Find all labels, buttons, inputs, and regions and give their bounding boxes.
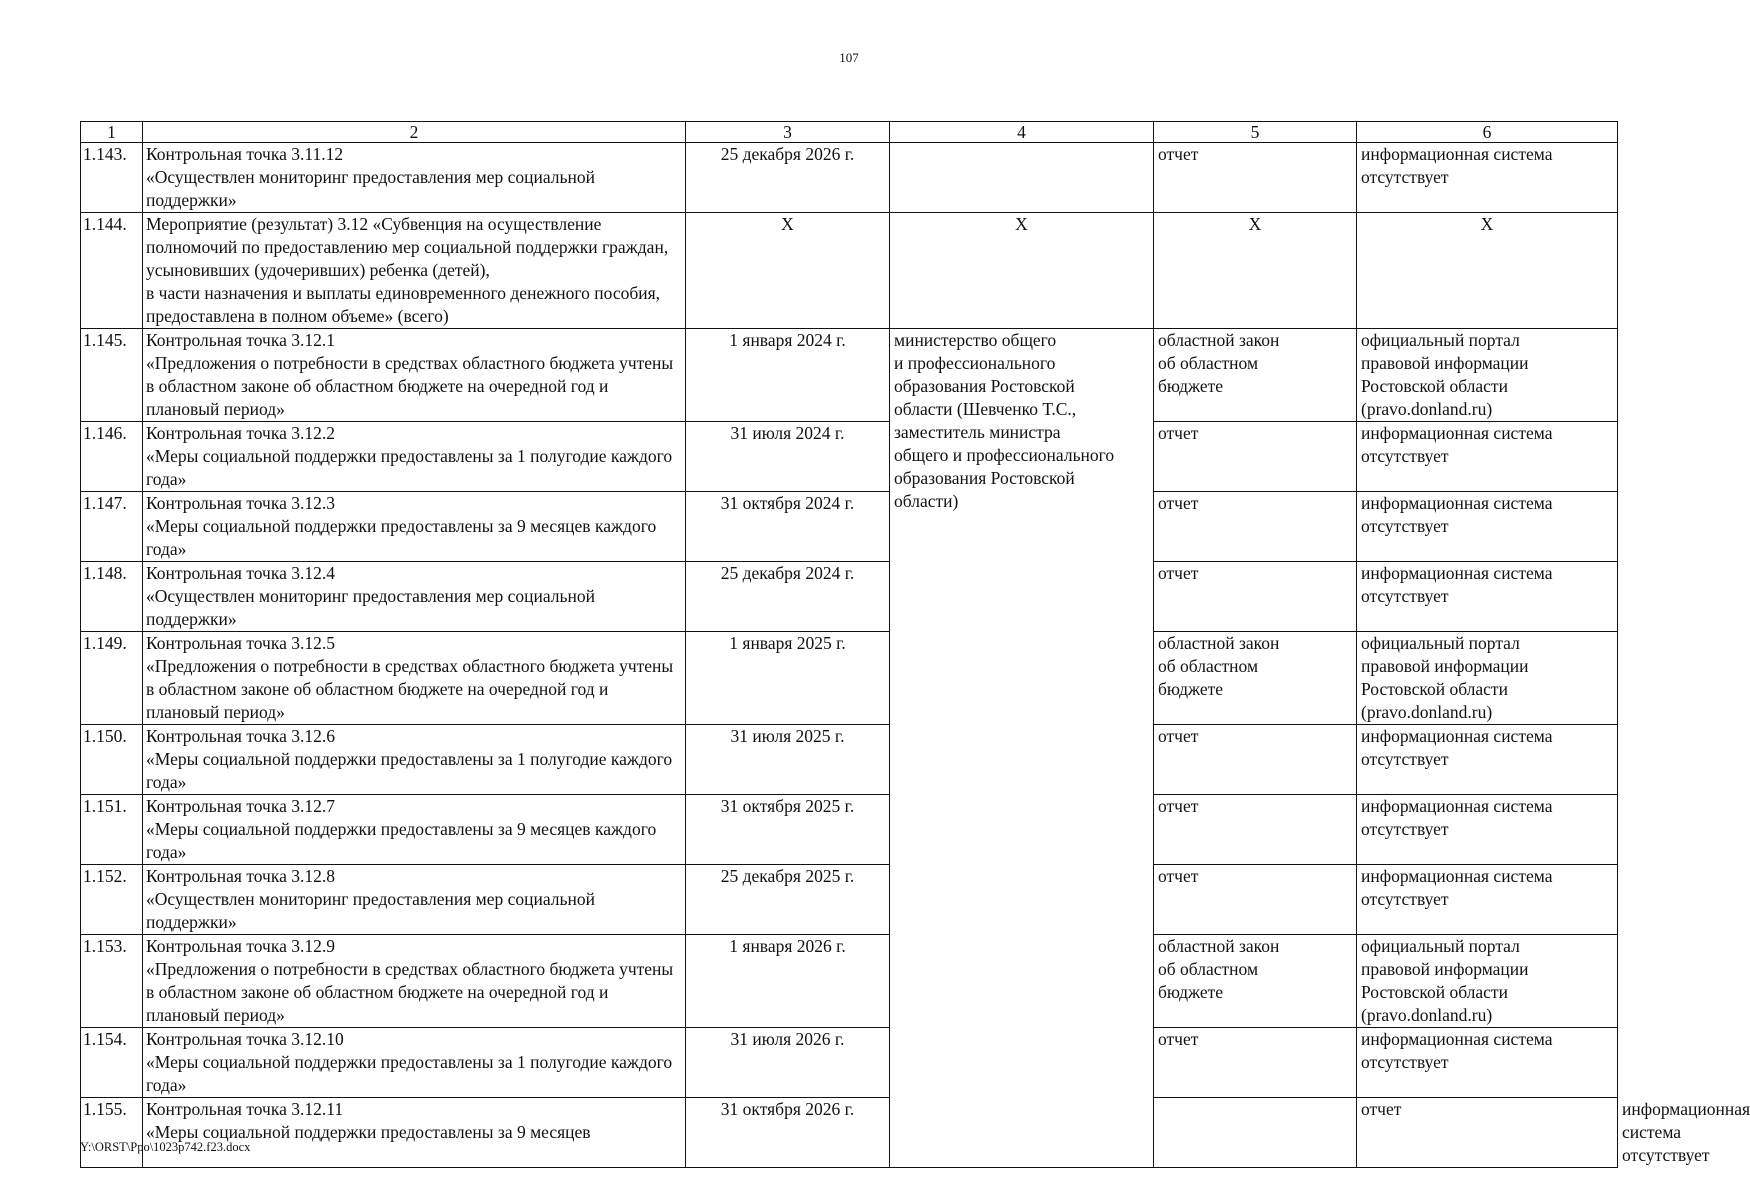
row-document-type: областной закон об областном бюджете [1154,632,1357,725]
header-col-4: 4 [890,122,1154,143]
header-col-3: 3 [686,122,890,143]
row-date: 31 октября 2026 г. [686,1098,890,1168]
row-name: Контрольная точка 3.12.5 «Предложения о потребности в средствах областного бюджета учтены в областном законе об областном бюджете на очередной год и плановый период» [143,632,686,725]
plan-table [80,121,1750,1168]
row-responsible: Х [890,213,1154,329]
row-number: 1.145. [81,329,143,422]
row-number: 1.147. [81,492,143,562]
row-document-type: отчет [1154,1028,1357,1098]
table-row [81,213,1618,329]
row-document-type: отчет [1154,492,1357,562]
table-row [81,725,1618,795]
row-responsible [890,143,1154,213]
row-document-type: отчет [1154,865,1357,935]
row-name: Контрольная точка 3.12.10 «Меры социальной поддержки предоставлены за 1 полугодие каждого года» [143,1028,686,1098]
row-information-system: Х [1357,213,1618,329]
table-row [81,329,1618,422]
table-row [81,492,1618,562]
row-number: 1.153. [81,935,143,1028]
row-responsible [1154,1098,1357,1168]
row-information-system: информационная система отсутствует [1357,725,1618,795]
header-col-2: 2 [143,122,686,143]
row-document-type: отчет [1357,1098,1618,1168]
row-information-system: информационная система отсутствует [1357,492,1618,562]
table-row [81,1028,1618,1098]
row-information-system: информационная система отсутствует [1357,143,1618,213]
row-number: 1.149. [81,632,143,725]
row-document-type: отчет [1154,422,1357,492]
table-row [81,562,1618,632]
row-information-system: официальный портал правовой информации Ростовской области (pravo.donland.ru) [1357,935,1618,1028]
row-name: Мероприятие (результат) 3.12 «Субвенция на осуществление полномочий по предоставлению мер социальной поддержки граждан, усыновивших (удочеривших) ребенка (детей), в части назначения и выплаты единовременного денежного пособия, предоставлена в полном объеме» (всего) [143,213,686,329]
row-date: 31 октября 2025 г. [686,795,890,865]
row-information-system: информационная система отсутствует [1357,1028,1618,1098]
row-date: 25 декабря 2025 г. [686,865,890,935]
header-col-1: 1 [81,122,143,143]
row-date: 25 декабря 2024 г. [686,562,890,632]
row-date: 25 декабря 2026 г. [686,143,890,213]
row-date: 31 июля 2024 г. [686,422,890,492]
row-number: 1.155. [81,1098,143,1168]
row-information-system: информационная система отсутствует [1357,422,1618,492]
row-document-type: отчет [1154,562,1357,632]
row-information-system: информационная система отсутствует [1357,795,1618,865]
row-name: Контрольная точка 3.12.7 «Меры социальной поддержки предоставлены за 9 месяцев каждого года» [143,795,686,865]
table-row [81,632,1618,725]
table-row [81,143,1618,213]
table-row [81,422,1618,492]
row-name: Контрольная точка 3.12.2 «Меры социальной поддержки предоставлены за 1 полугодие каждого года» [143,422,686,492]
row-date: 1 января 2024 г. [686,329,890,422]
row-name: Контрольная точка 3.12.6 «Меры социальной поддержки предоставлены за 1 полугодие каждого года» [143,725,686,795]
row-date: 31 октября 2024 г. [686,492,890,562]
header-row [81,122,1618,143]
row-date: 1 января 2025 г. [686,632,890,725]
header-col-6: 6 [1357,122,1618,143]
row-date: Х [686,213,890,329]
table-row [81,865,1618,935]
merged-responsible-cell: министерство общего и профессионального образования Ростовской области (Шевченко Т.С., заместитель министра общего и профессионального образования Ростовской области) [890,329,1154,1168]
plan-table-container [80,121,1750,1168]
row-document-type: отчет [1154,725,1357,795]
page-number: 107 [839,50,859,65]
row-date: 31 июля 2026 г. [686,1028,890,1098]
row-document-type: отчет [1154,795,1357,865]
row-information-system: официальный портал правовой информации Ростовской области (pravo.donland.ru) [1357,632,1618,725]
row-document-type: отчет [1154,143,1357,213]
row-name: Контрольная точка 3.11.12 «Осуществлен мониторинг предоставления мер социальной поддержки» [143,143,686,213]
row-number: 1.146. [81,422,143,492]
header-col-5: 5 [1154,122,1357,143]
row-number: 1.148. [81,562,143,632]
row-information-system: официальный портал правовой информации Ростовской области (pravo.donland.ru) [1357,329,1618,422]
row-name: Контрольная точка 3.12.4 «Осуществлен мониторинг предоставления мер социальной поддержки» [143,562,686,632]
table-row: 1.155. Контрольная точка 3.12.11 «Меры социальной поддержки предоставлены за 9 месяцев 31 октября 2026 г. отчет информационная система отсутствует [81,1098,1618,1168]
table-row [81,935,1618,1028]
row-name: Контрольная точка 3.12.11 «Меры социальной поддержки предоставлены за 9 месяцев [143,1098,686,1168]
row-date: 1 января 2026 г. [686,935,890,1028]
row-number: 1.152. [81,865,143,935]
row-name: Контрольная точка 3.12.8 «Осуществлен мониторинг предоставления мер социальной поддержки» [143,865,686,935]
row-number: 1.144. [81,213,143,329]
document-file-path: Y:\ORST\Ppo\1023p742.f23.docx [80,1140,251,1154]
row-document-type: областной закон об областном бюджете [1154,935,1357,1028]
row-date: 31 июля 2025 г. [686,725,890,795]
row-number: 1.150. [81,725,143,795]
row-document-type: областной закон об областном бюджете [1154,329,1357,422]
row-name: Контрольная точка 3.12.3 «Меры социальной поддержки предоставлены за 9 месяцев каждого года» [143,492,686,562]
row-information-system: информационная система отсутствует [1357,562,1618,632]
row-number: 1.154. [81,1028,143,1098]
row-document-type: Х [1154,213,1357,329]
row-name: Контрольная точка 3.12.9 «Предложения о потребности в средствах областного бюджета учтены в областном законе об областном бюджете на очередной год и плановый период» [143,935,686,1028]
table-row [81,795,1618,865]
row-information-system: информационная система отсутствует [1357,865,1618,935]
row-number: 1.143. [81,143,143,213]
row-name: Контрольная точка 3.12.1 «Предложения о потребности в средствах областного бюджета учтены в областном законе об областном бюджете на очередной год и плановый период» [143,329,686,422]
row-number: 1.151. [81,795,143,865]
